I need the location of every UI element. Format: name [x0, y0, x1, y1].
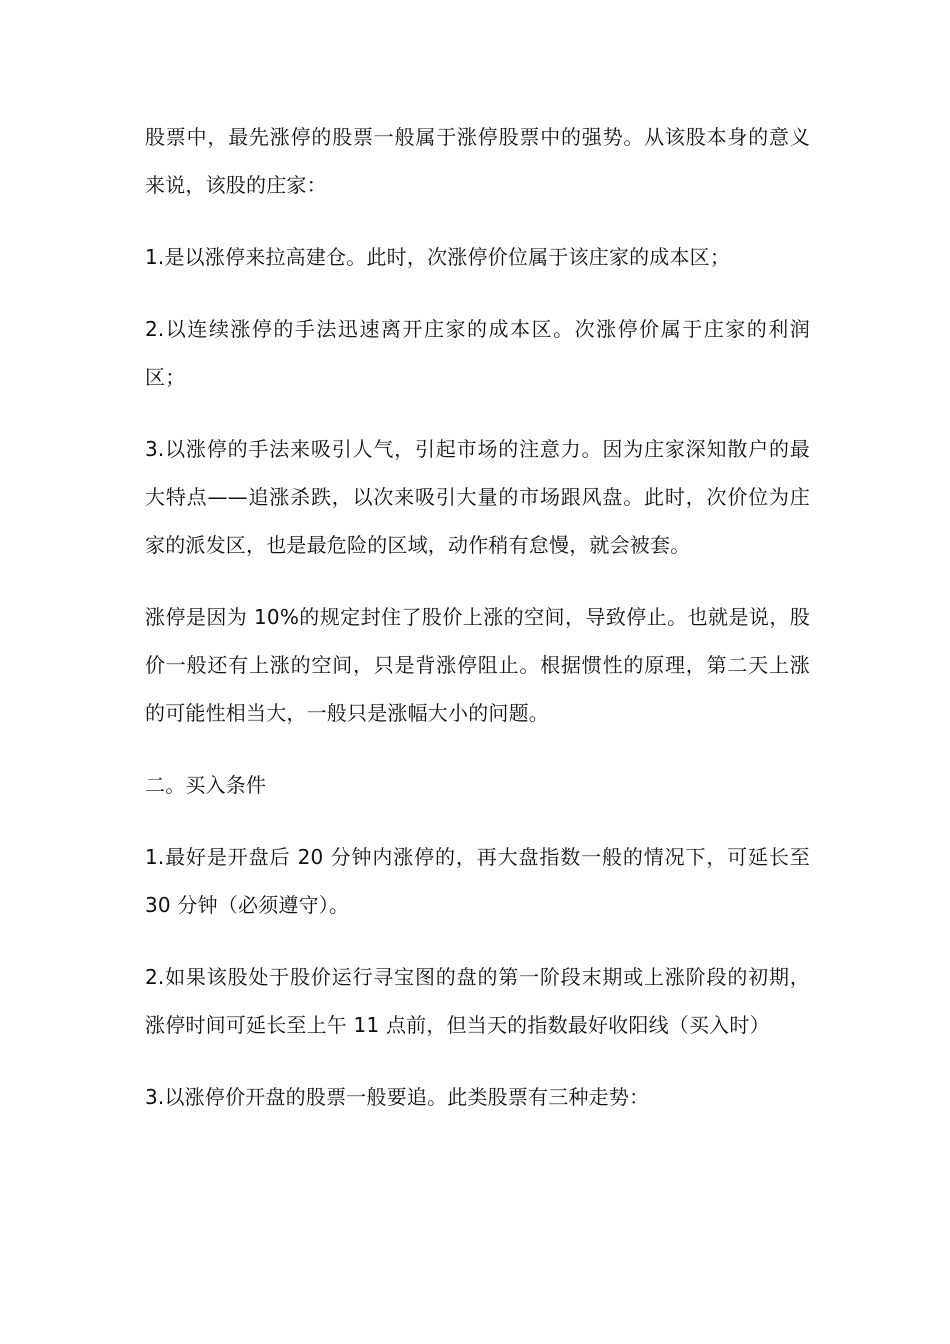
- paragraph-condition-2: 2.如果该股处于股价运行寻宝图的盘的第一阶段末期或上涨阶段的初期，涨停时间可延长至上午 11 点前，但当天的指数最好收阳线（买入时）: [145, 965, 810, 1037]
- paragraph-condition-3: 3.以涨停价开盘的股票一般要追。此类股票有三种走势：: [145, 1085, 650, 1109]
- section-heading-buy-conditions: 二。买入条件: [145, 773, 267, 797]
- paragraph-point-3: 3.以涨停的手法来吸引人气，引起市场的注意力。因为庄家深知散户的最大特点——追涨杀跌，以次来吸引大量的市场跟风盘。此时，次价位为庄家的派发区，也是最危险的区域，动作稍有怠慢，就会被套。: [145, 437, 810, 557]
- paragraph-limit-up-explanation: 涨停是因为 10%的规定封住了股价上涨的空间，导致停止。也就是说，股价一般还有上涨的空间，只是背涨停阻止。根据惯性的原理，第二天上涨的可能性相当大，一般只是涨幅大小的问题。: [145, 605, 810, 725]
- paragraph-point-1: 1.是以涨停来拉高建仓。此时，次涨停价位属于该庄家的成本区；: [145, 245, 731, 269]
- paragraph-condition-1: 1.最好是开盘后 20 分钟内涨停的，再大盘指数一般的情况下，可延长至 30 分钟（必须遵守）。: [145, 845, 810, 917]
- paragraph-intro: 股票中，最先涨停的股票一般属于涨停股票中的强势。从该股本身的意义来说，该股的庄家：: [145, 125, 810, 197]
- paragraph-point-2: 2.以连续涨停的手法迅速离开庄家的成本区。次涨停价属于庄家的利润区；: [145, 317, 810, 389]
- document-body: [145, 113, 810, 1121]
